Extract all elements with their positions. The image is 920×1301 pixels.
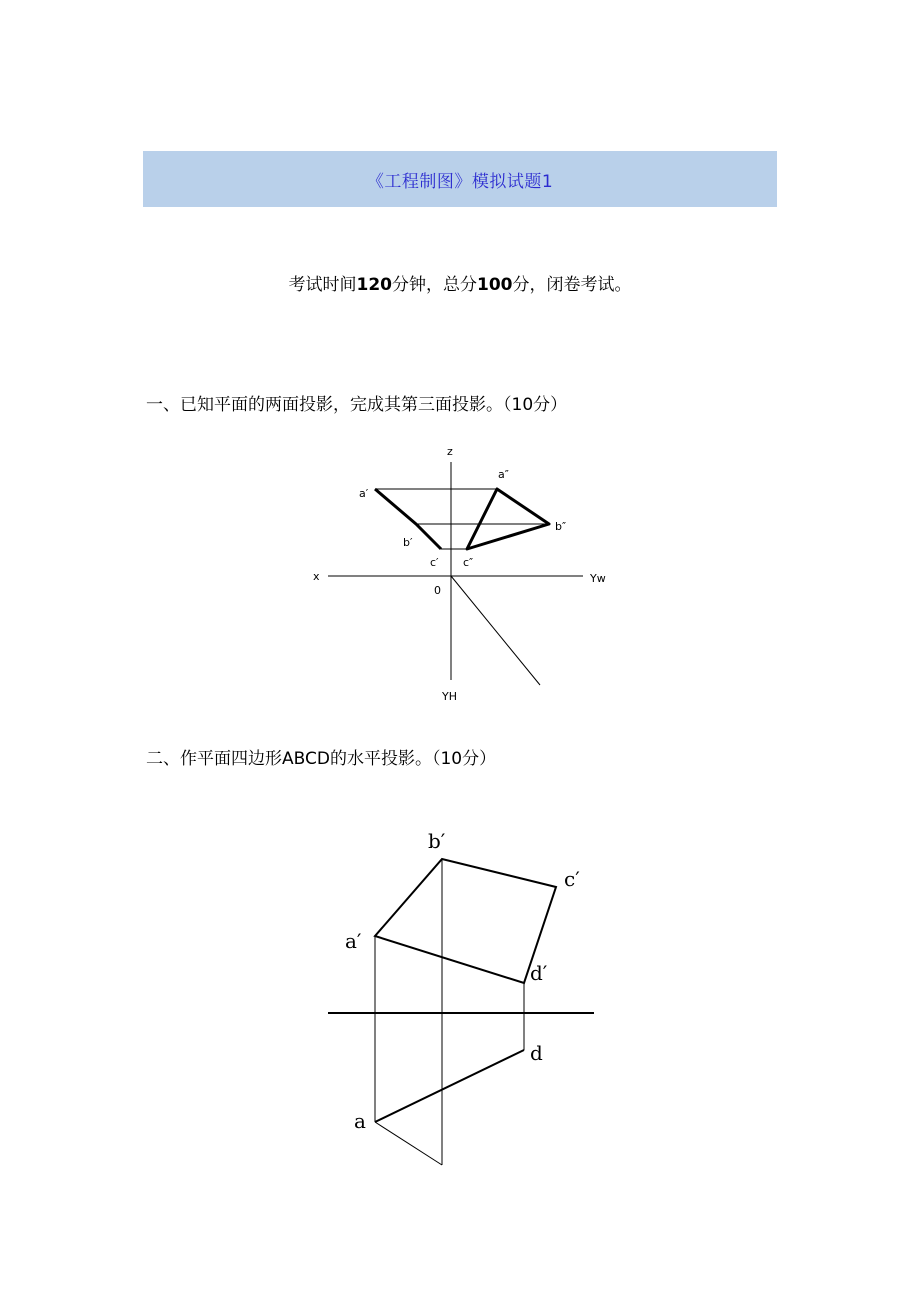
label-c-prime: c′ [564, 867, 580, 891]
question-2: 二、作平面四边形ABCD的水平投影。（10分） [146, 749, 497, 769]
horizontal-line-ab [375, 1122, 442, 1165]
label-c-double-prime: c″ [463, 556, 474, 569]
label-c-prime: c′ [430, 556, 439, 569]
label-origin: 0 [434, 584, 441, 597]
exam-time: 120 [356, 275, 392, 295]
label-d: d [530, 1041, 543, 1065]
exam-info-part1: 考试时间 [288, 275, 357, 295]
horizontal-line-ad [375, 1050, 524, 1122]
label-b-double-prime: b″ [555, 520, 567, 533]
exam-info-part2: 分钟，总分 [392, 275, 477, 295]
label-yw: Yw [590, 572, 606, 585]
label-d-prime: d′ [530, 961, 548, 985]
label-b-prime: b′ [403, 536, 413, 549]
label-z: z [447, 445, 453, 458]
label-x: x [313, 570, 320, 583]
question-1: 一、已知平面的两面投影，完成其第三面投影。（10分） [146, 395, 568, 415]
label-a-prime: a′ [345, 929, 362, 953]
label-b-prime: b′ [428, 829, 446, 853]
label-a-double-prime: a″ [498, 468, 509, 481]
label-a-prime: a′ [359, 487, 369, 500]
exam-total: 100 [477, 275, 513, 295]
label-a: a [354, 1109, 366, 1133]
label-yh: YH [442, 690, 457, 703]
exam-info-part3: 分，闭卷考试。 [512, 275, 632, 295]
page-title: 《工程制图》模拟试题1 [366, 171, 554, 192]
front-projection-quadrilateral [375, 859, 556, 983]
